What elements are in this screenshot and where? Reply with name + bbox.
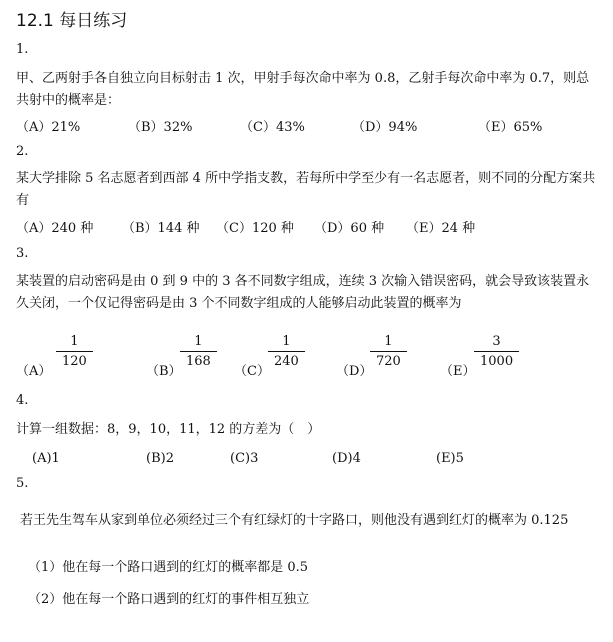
fraction-bar (56, 351, 93, 352)
question-3-text: 某装置的启动密码是由 0 到 9 中的 3 各不同数字组成，连续 3 次输入错误密码，就会导致该装置永久关闭，一个仅记得密码是由 3 个不同数字组成的人能够启动此装置的概率为 (16, 274, 590, 311)
q4-option-d[interactable]: (D)4 (332, 451, 361, 466)
question-2-text: 某大学排除 5 名志愿者到西部 4 所中学指支教，若每所中学至少有一名志愿者，则不同的分配方案共有 (16, 171, 596, 208)
q5-statement-2: （2）他在每一个路口遇到的红灯的事件相互独立 (28, 592, 310, 607)
q3-option-e-label[interactable]: （E） (440, 364, 476, 379)
question-3-number: 3. (16, 246, 29, 261)
q3-option-d-denominator: 720 (376, 354, 401, 369)
q4-option-a[interactable]: (A)1 (32, 451, 60, 466)
q3-option-a-numerator: 1 (70, 334, 79, 349)
q2-option-e[interactable]: （E）24 种 (406, 221, 476, 236)
q2-option-d[interactable]: （D）60 种 (314, 221, 385, 236)
q4-option-e[interactable]: (E)5 (436, 451, 464, 466)
q3-option-b-fraction (180, 334, 217, 369)
q3-option-b-denominator: 168 (186, 354, 211, 369)
q3-option-d-numerator: 1 (384, 334, 393, 349)
q1-option-d[interactable]: （D）94% (352, 120, 418, 135)
q4-option-b[interactable]: (B)2 (146, 451, 174, 466)
q3-option-e-numerator: 3 (492, 334, 501, 349)
q1-option-b[interactable]: （B）32% (128, 120, 193, 135)
q3-option-d-label[interactable]: （D） (336, 364, 373, 379)
q1-option-a[interactable]: （A）21% (16, 120, 81, 135)
q3-option-c-denominator: 240 (274, 354, 299, 369)
q3-option-c-label[interactable]: （C） (234, 364, 270, 379)
question-5-number: 5. (16, 476, 29, 491)
q3-option-a-label[interactable]: （A） (16, 364, 52, 379)
fraction-bar (474, 351, 519, 352)
page-title: 12.1 每日练习 (16, 11, 128, 31)
fraction-bar (268, 351, 305, 352)
q3-option-d-fraction (370, 334, 407, 369)
fraction-bar (180, 351, 217, 352)
q3-option-c-fraction (268, 334, 305, 369)
q3-option-a-fraction (56, 334, 93, 369)
q3-option-e-fraction (474, 334, 519, 369)
q2-option-b[interactable]: （B）144 种 (122, 221, 200, 236)
q3-option-b-numerator: 1 (194, 334, 203, 349)
q3-option-b-label[interactable]: （B） (146, 364, 182, 379)
question-4-text: 计算一组数据：8，9，10，11，12 的方差为（ ） (16, 422, 321, 437)
question-4-number: 4. (16, 393, 29, 408)
question-1-text: 甲、乙两射手各自独立向目标射击 1 次，甲射手每次命中率为 0.8，乙射手每次命中率为 0.7，则总共射中的概率是： (16, 71, 590, 108)
question-2-number: 2. (16, 144, 29, 159)
q3-option-a-denominator: 120 (62, 354, 87, 369)
q2-option-a[interactable]: （A）240 种 (16, 221, 94, 236)
q5-statement-1: （1）他在每一个路口遇到的红灯的概率都是 0.5 (28, 560, 309, 575)
q1-option-e[interactable]: （E）65% (478, 120, 543, 135)
q1-option-c[interactable]: （C）43% (240, 120, 305, 135)
question-5-text: 若王先生驾车从家到单位必须经过三个有红绿灯的十字路口，则他没有遇到红灯的概率为 0.125 (20, 513, 569, 528)
question-1-number: 1. (16, 42, 29, 57)
q2-option-c[interactable]: （C）120 种 (216, 221, 294, 236)
q4-option-c[interactable]: (C)3 (230, 451, 259, 466)
q3-option-e-denominator: 1000 (480, 354, 514, 369)
fraction-bar (370, 351, 407, 352)
q3-option-c-numerator: 1 (282, 334, 291, 349)
